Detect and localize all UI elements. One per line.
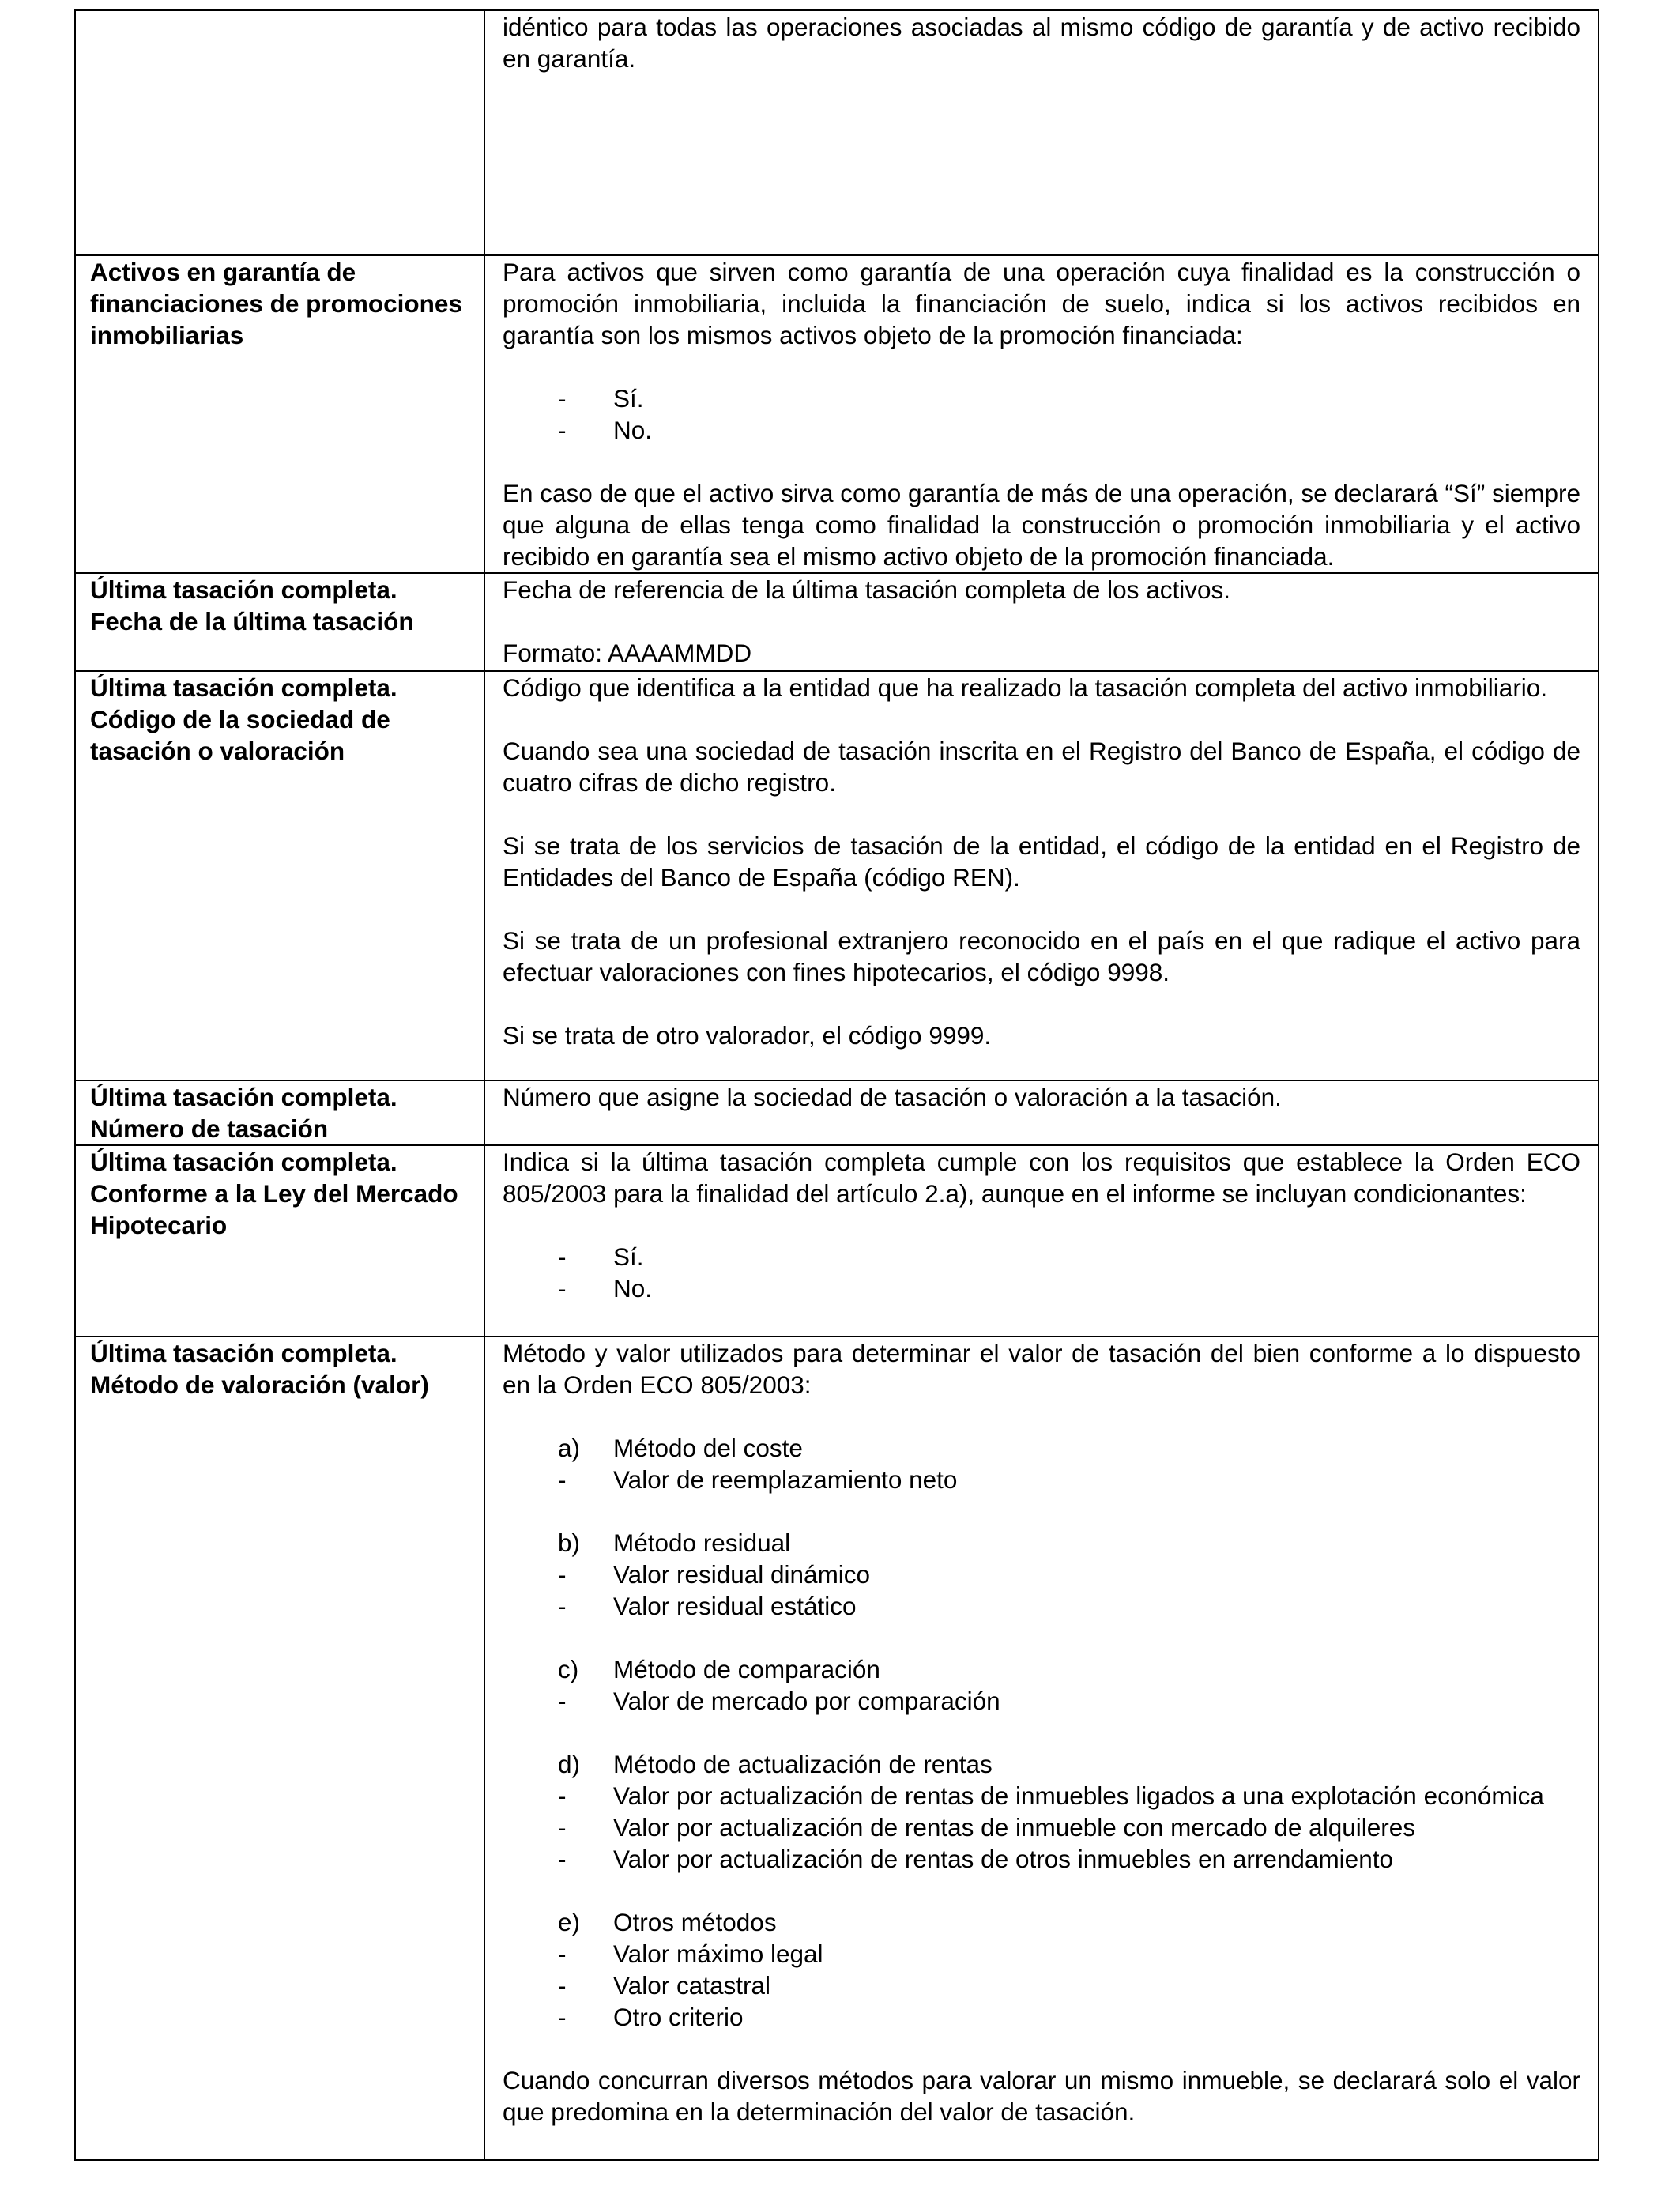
field-name-cell: Última tasación completa. Fecha de la última tasación — [75, 573, 484, 671]
paragraph-spacer — [503, 1622, 1580, 1653]
description-paragraph: Formato: AAAAMMDD — [503, 639, 752, 667]
list-item-text: Otro criterio — [613, 2003, 744, 2031]
list-item — [503, 1811, 1580, 1843]
list-item — [503, 1272, 1580, 1304]
paragraph-spacer — [503, 1400, 1580, 1432]
list-item-text: No. — [613, 416, 653, 444]
list-item — [503, 1843, 1580, 1875]
paragraph-spacer — [503, 446, 1580, 477]
field-name-cell — [75, 10, 484, 255]
list-item — [503, 1464, 1580, 1495]
description-paragraph: Si se trata de otro valorador, el código 9999. — [503, 1021, 992, 1050]
description-paragraph: Indica si la última tasación completa cumple con los requisitos que establece la Orden ECO 805/2003 para la finalidad del artículo 2.a), aunque en el informe se incluyan condicionantes: — [503, 1148, 1580, 1208]
field-name-cell: Última tasación completa. Número de tasación — [75, 1080, 484, 1145]
method-heading — [503, 1653, 1580, 1685]
list-item-text: Valor residual estático — [613, 1592, 857, 1620]
field-description-cell — [484, 671, 1599, 1080]
table-row — [75, 1336, 1599, 2160]
method-title: Método residual — [613, 1529, 791, 1557]
list-item — [503, 1685, 1580, 1717]
field-description-cell — [484, 10, 1599, 255]
list-marker: - — [558, 1687, 567, 1715]
list-marker: c) — [558, 1655, 579, 1683]
paragraph-spacer — [503, 1875, 1580, 1906]
description-paragraph: Método y valor utilizados para determinar el valor de tasación del bien conforme a lo dispuesto en la Orden ECO 805/2003: — [503, 1339, 1580, 1399]
list-item — [503, 1938, 1580, 1970]
paragraph-spacer — [503, 1495, 1580, 1527]
table-row — [75, 255, 1599, 573]
description-paragraph: idéntico para todas las operaciones asociadas al mismo código de garantía y de activo recibido en garantía. — [503, 13, 1580, 73]
list-marker: - — [558, 1971, 567, 2000]
list-marker: b) — [558, 1529, 581, 1557]
field-description-cell — [484, 1145, 1599, 1336]
table-row — [75, 1080, 1599, 1145]
field-description-cell — [484, 255, 1599, 573]
list-item-text: Valor máximo legal — [613, 1940, 823, 1968]
paragraph-spacer — [503, 1717, 1580, 1748]
method-title: Método de comparación — [613, 1655, 880, 1683]
list-marker: - — [558, 1845, 567, 1873]
table-row — [75, 1145, 1599, 1336]
method-heading — [503, 1527, 1580, 1559]
description-paragraph: Fecha de referencia de la última tasación completa de los activos. — [503, 575, 1230, 604]
definitions-table — [74, 9, 1599, 2161]
field-name-cell: Última tasación completa. Código de la sociedad de tasación o valoración — [75, 671, 484, 1080]
list-item-text: Valor por actualización de rentas de inmueble con mercado de alquileres — [613, 1813, 1416, 1842]
list-item-text: Valor catastral — [613, 1971, 770, 2000]
paragraph-spacer — [503, 605, 1580, 637]
field-description-cell — [484, 1080, 1599, 1145]
list-marker: - — [558, 1781, 567, 1810]
list-item-text: Valor por actualización de rentas de inmuebles ligados a una explotación económica — [613, 1781, 1544, 1810]
description-paragraph: Para activos que sirven como garantía de una operación cuya finalidad es la construcción o promoción inmobiliaria, incluida la financiación de suelo, indica si los activos recibidos en garantía son los mismos activos objeto de la promoción financiada: — [503, 258, 1580, 349]
description-paragraph: Cuando sea una sociedad de tasación inscrita en el Registro del Banco de España, el código de cuatro cifras de dicho registro. — [503, 737, 1580, 797]
list-marker: - — [558, 1242, 567, 1271]
list-item — [503, 1780, 1580, 1811]
list-item — [503, 1559, 1580, 1590]
paragraph-spacer — [503, 893, 1580, 925]
paragraph-spacer — [503, 351, 1580, 383]
method-heading — [503, 1748, 1580, 1780]
list-item-text: Valor de mercado por comparación — [613, 1687, 1000, 1715]
paragraph-spacer — [503, 988, 1580, 1020]
field-name-cell: Última tasación completa. Método de valoración (valor) — [75, 1336, 484, 2160]
list-marker: - — [558, 416, 567, 444]
list-item-text: Valor por actualización de rentas de otros inmuebles en arrendamiento — [613, 1845, 1393, 1873]
list-item — [503, 414, 1580, 446]
method-title: Otros métodos — [613, 1908, 777, 1936]
list-item-text: Sí. — [613, 384, 644, 413]
method-title: Método del coste — [613, 1434, 803, 1462]
list-item — [503, 1241, 1580, 1272]
paragraph-spacer — [503, 703, 1580, 735]
list-item-text: Valor de reemplazamiento neto — [613, 1465, 958, 1494]
field-description-cell — [484, 573, 1599, 671]
description-paragraph: Si se trata de un profesional extranjero reconocido en el país en el que radique el activo para efectuar valoraciones con fines hipotecarios, el código 9998. — [503, 926, 1580, 986]
list-marker: - — [558, 1592, 567, 1620]
method-title: Método de actualización de rentas — [613, 1750, 993, 1778]
table-row — [75, 10, 1599, 255]
method-heading — [503, 1432, 1580, 1464]
list-item — [503, 1970, 1580, 2001]
field-description-cell — [484, 1336, 1599, 2160]
list-marker: - — [558, 1465, 567, 1494]
list-item-text: Valor residual dinámico — [613, 1560, 871, 1589]
list-marker: d) — [558, 1750, 581, 1778]
list-item-text: Sí. — [613, 1242, 644, 1271]
field-name-cell: Última tasación completa. Conforme a la Ley del Mercado Hipotecario — [75, 1145, 484, 1336]
paragraph-spacer — [503, 798, 1580, 830]
list-marker: - — [558, 1813, 567, 1842]
description-paragraph: Si se trata de los servicios de tasación de la entidad, el código de la entidad en el Registro de Entidades del Banco de España (código REN). — [503, 831, 1580, 892]
field-name-cell: Activos en garantía de financiaciones de promociones inmobiliarias — [75, 255, 484, 573]
list-marker: a) — [558, 1434, 581, 1462]
paragraph-spacer — [503, 1209, 1580, 1241]
list-marker: e) — [558, 1908, 581, 1936]
paragraph-spacer — [503, 2033, 1580, 2064]
description-paragraph: Código que identifica a la entidad que ha realizado la tasación completa del activo inmobiliario. — [503, 673, 1548, 702]
method-heading — [503, 1906, 1580, 1938]
list-item — [503, 383, 1580, 414]
list-marker: - — [558, 1940, 567, 1968]
list-marker: - — [558, 1560, 567, 1589]
list-item — [503, 1590, 1580, 1622]
list-item — [503, 2001, 1580, 2033]
description-paragraph: Cuando concurran diversos métodos para valorar un mismo inmueble, se declarará solo el valor que predomina en la determinación del valor de tasación. — [503, 2066, 1580, 2126]
description-paragraph: Número que asigne la sociedad de tasación o valoración a la tasación. — [503, 1083, 1282, 1111]
list-marker: - — [558, 1274, 567, 1302]
list-item-text: No. — [613, 1274, 653, 1302]
list-marker: - — [558, 384, 567, 413]
table-row — [75, 671, 1599, 1080]
table-row — [75, 573, 1599, 671]
description-paragraph: En caso de que el activo sirva como garantía de más de una operación, se declarará “Sí” siempre que alguna de ellas tenga como finalidad la construcción o promoción inmobiliaria y el activo recibido en garantía sea el mismo activo objeto de la promoción financiada. — [503, 479, 1580, 571]
list-marker: - — [558, 2003, 567, 2031]
